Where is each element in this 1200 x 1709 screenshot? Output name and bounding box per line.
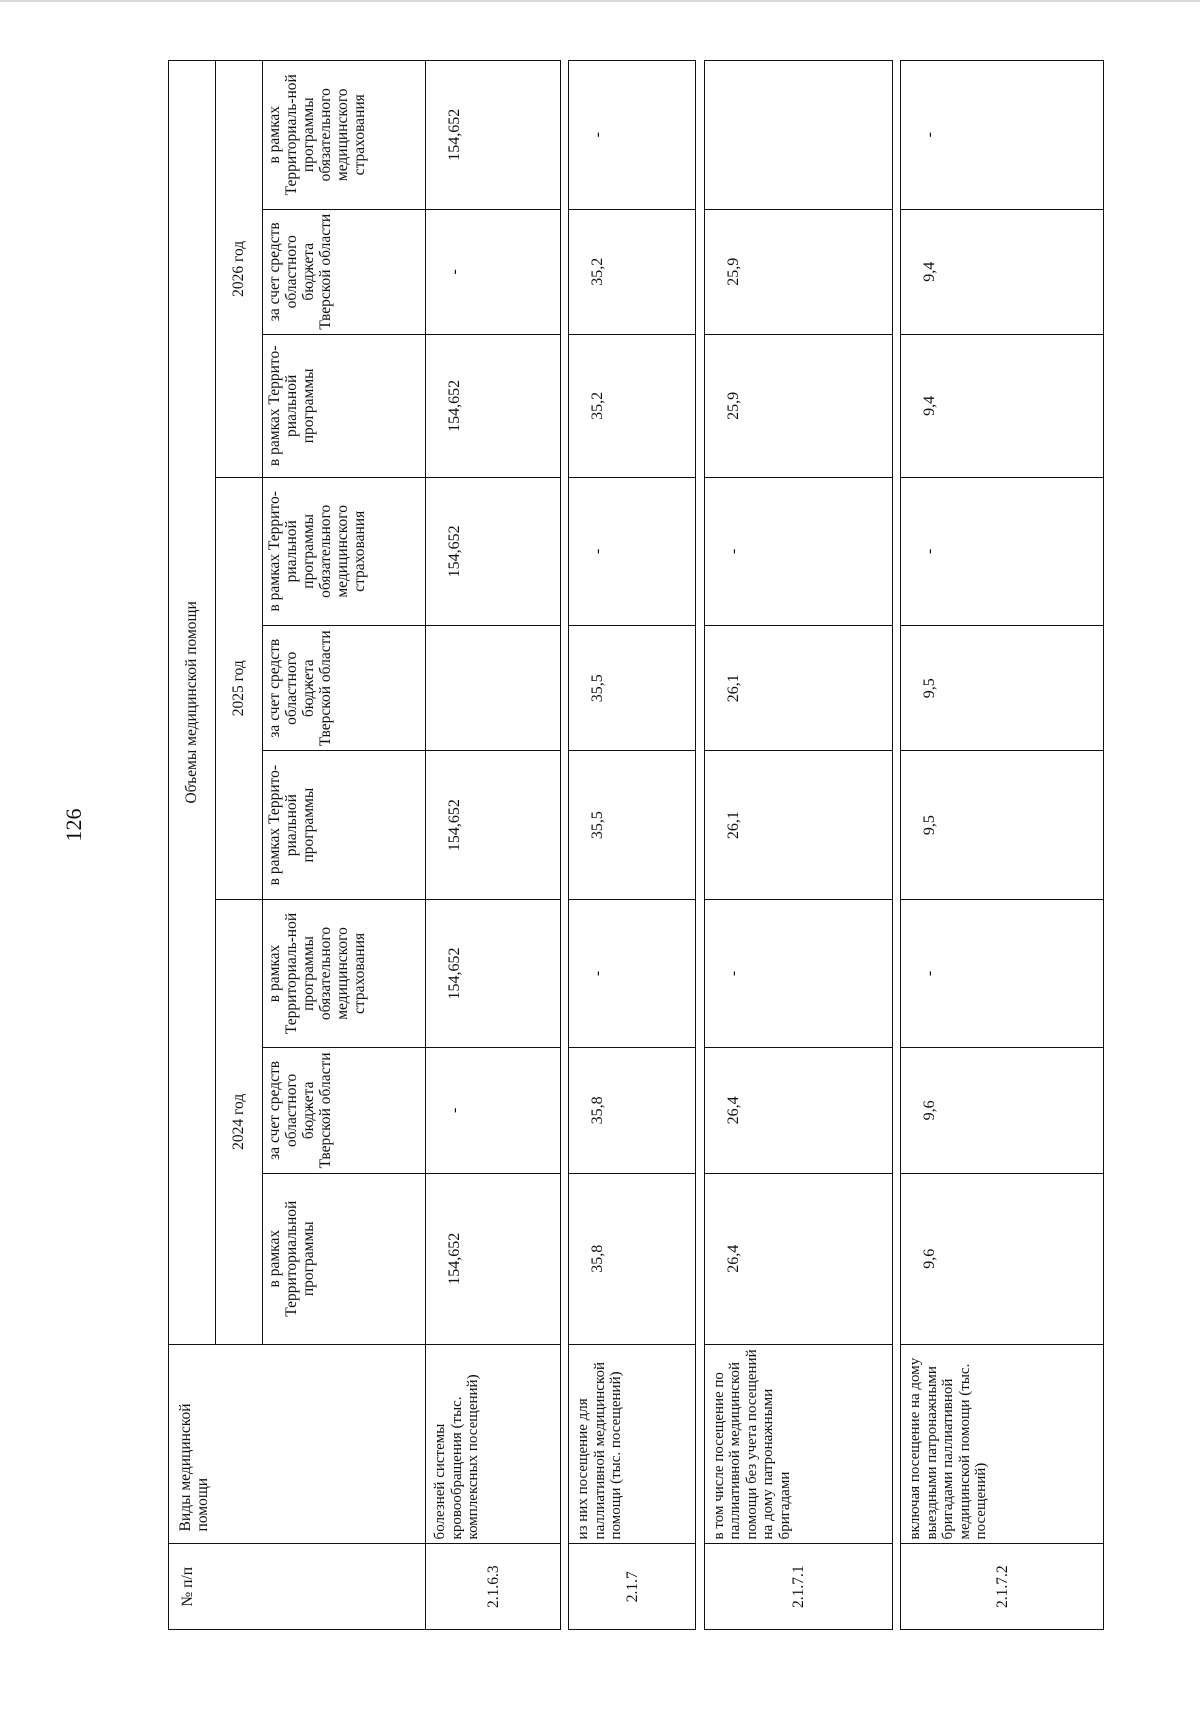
year-header-2026: 2026 год xyxy=(216,61,263,478)
cell-2025-territorial: 26,1 xyxy=(704,751,892,899)
subheader-2026-oms: в рамках Территориаль-ной программы обязательного медицинского страхования xyxy=(263,61,426,210)
cell-2025-territorial: 35,5 xyxy=(569,751,696,899)
row-separator xyxy=(696,61,704,1630)
table-row xyxy=(901,61,1104,1630)
cell-2025-regional-budget xyxy=(426,625,561,751)
row-separator xyxy=(561,61,569,1630)
year-header-2025: 2025 год xyxy=(216,477,263,899)
row-number: 2.1.7.2 xyxy=(901,1544,1104,1630)
rotated-table-container xyxy=(168,60,1104,1630)
cell-2026-oms: 154,652 xyxy=(426,61,561,210)
medical-volumes-table xyxy=(168,60,1104,1630)
cell-2024-oms: - xyxy=(901,899,1104,1047)
subheader-2026-territorial: в рамках Террито-риальной программы xyxy=(263,335,426,478)
subheader-2025-territorial: в рамках Террито-риальной программы xyxy=(263,751,426,899)
column-header-number: № п/п xyxy=(169,1544,426,1630)
row-number: 2.1.6.3 xyxy=(426,1544,561,1630)
cell-2024-territorial: 154,652 xyxy=(426,1173,561,1344)
cell-2025-regional-budget: 9,5 xyxy=(901,625,1104,751)
subheader-2025-regional-budget: за счет средств областного бюджета Тверской области xyxy=(263,625,426,751)
subheader-2024-regional-budget: за счет средств областного бюджета Тверской области xyxy=(263,1048,426,1174)
scan-edge xyxy=(0,0,1200,2)
column-header-type: Виды медицинской помощи xyxy=(169,1344,426,1544)
cell-2024-oms: - xyxy=(704,899,892,1047)
row-name: болезней системы кровообращения (тыс. комплексных посещений) xyxy=(426,1344,561,1544)
cell-2024-regional-budget: 35,8 xyxy=(569,1048,696,1174)
cell-2026-territorial: 154,652 xyxy=(426,335,561,478)
table-row xyxy=(426,61,561,1630)
cell-2026-regional-budget: 25,9 xyxy=(704,209,892,335)
cell-2025-territorial: 154,652 xyxy=(426,751,561,899)
cell-2024-territorial: 35,8 xyxy=(569,1173,696,1344)
table-row xyxy=(704,61,892,1630)
cell-2025-oms: - xyxy=(704,477,892,625)
cell-2026-regional-budget: 9,4 xyxy=(901,209,1104,335)
year-header-2024: 2024 год xyxy=(216,899,263,1344)
cell-2024-regional-budget: 26,4 xyxy=(704,1048,892,1174)
subheader-2024-oms: в рамках Территориаль-ной программы обязательного медицинского страхования xyxy=(263,899,426,1047)
subheader-2025-oms: в рамках Террито-риальной программы обязательного медицинского страхования xyxy=(263,477,426,625)
cell-2026-oms: - xyxy=(569,61,696,210)
cell-2026-territorial: 25,9 xyxy=(704,335,892,478)
cell-2026-oms xyxy=(704,61,892,210)
cell-2025-oms: - xyxy=(569,477,696,625)
cell-2026-territorial: 35,2 xyxy=(569,335,696,478)
subheader-2024-territorial: в рамках Территориальной программы xyxy=(263,1173,426,1344)
row-separator xyxy=(892,61,900,1630)
row-name: в том числе посещение по паллиативной медицинской помощи без учета посещений на дому патронажными бригадами xyxy=(704,1344,892,1544)
table-row xyxy=(569,61,696,1630)
cell-2024-regional-budget: 9,6 xyxy=(901,1048,1104,1174)
cell-2024-territorial: 9,6 xyxy=(901,1173,1104,1344)
cell-2024-oms: 154,652 xyxy=(426,899,561,1047)
row-name: из них посещение для паллиативной медицинской помощи (тыс. посещений) xyxy=(569,1344,696,1544)
row-number: 2.1.7.1 xyxy=(704,1544,892,1630)
row-number: 2.1.7 xyxy=(569,1544,696,1630)
cell-2026-oms: - xyxy=(901,61,1104,210)
cell-2025-regional-budget: 35,5 xyxy=(569,625,696,751)
volumes-header: Объемы медицинской помощи xyxy=(169,61,216,1345)
cell-2024-territorial: 26,4 xyxy=(704,1173,892,1344)
cell-2025-oms: 154,652 xyxy=(426,477,561,625)
cell-2025-territorial: 9,5 xyxy=(901,751,1104,899)
cell-2025-regional-budget: 26,1 xyxy=(704,625,892,751)
cell-2025-oms: - xyxy=(901,477,1104,625)
cell-2026-regional-budget: 35,2 xyxy=(569,209,696,335)
page-number: 126 xyxy=(61,808,86,842)
cell-2024-oms: - xyxy=(569,899,696,1047)
row-name: включая посещение на дому выездными патронажными бригадами паллиативной медицинской помощи (тыс. посещений) xyxy=(901,1344,1104,1544)
subheader-2026-regional-budget: за счет средств областного бюджета Тверской области xyxy=(263,209,426,335)
cell-2026-regional-budget: - xyxy=(426,209,561,335)
cell-2024-regional-budget: - xyxy=(426,1048,561,1174)
cell-2026-territorial: 9,4 xyxy=(901,335,1104,478)
